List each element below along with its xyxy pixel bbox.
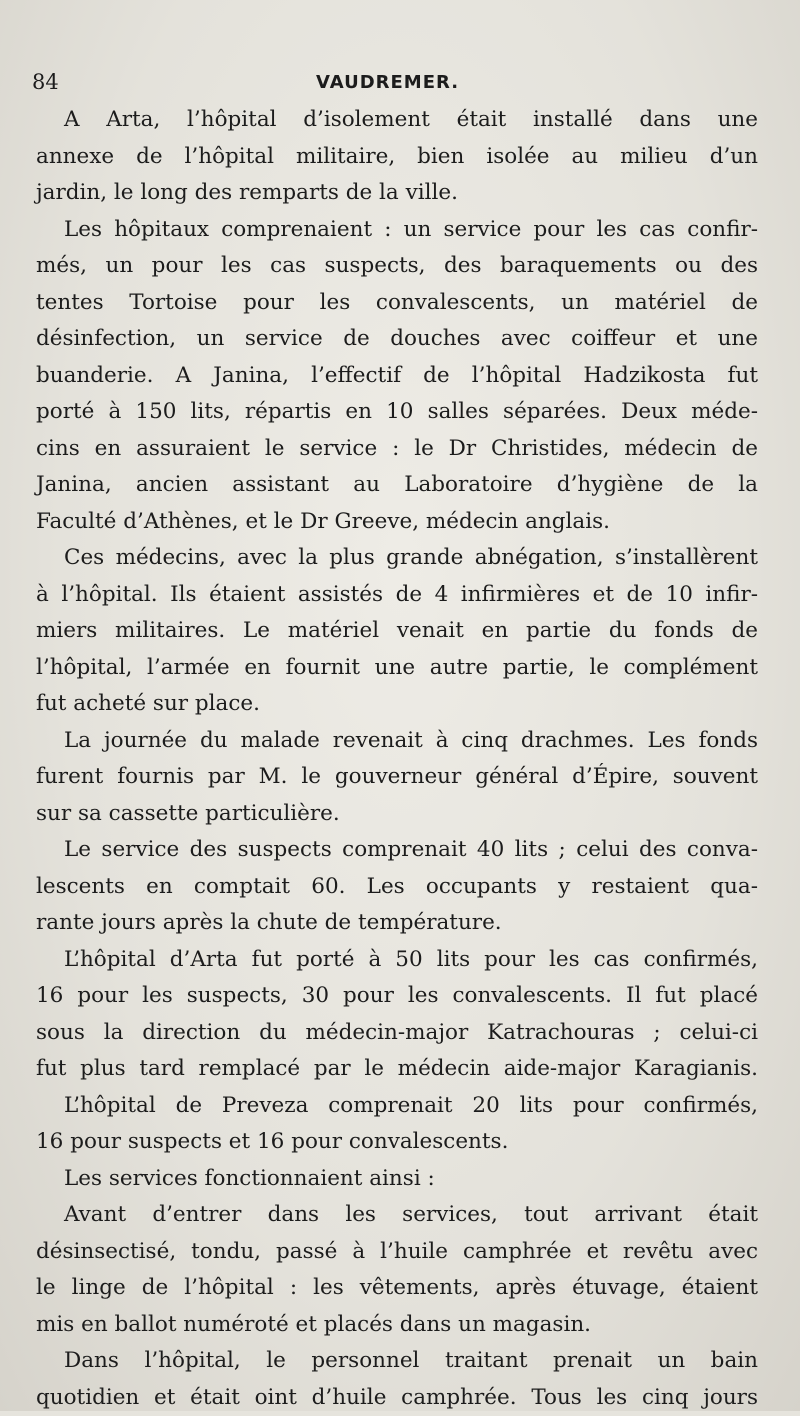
text-line: Janina, ancien assistant au Laboratoire d’hygiène de la (36, 467, 758, 504)
text-line: furent fournis par M. le gouverneur général d’Épire, souvent (36, 759, 758, 796)
text-line: mis en ballot numéroté et placés dans un magasin. (36, 1307, 758, 1344)
text-line: annexe de l’hôpital militaire, bien isolée au milieu d’un (36, 139, 758, 176)
text-line: désinfection, un service de douches avec coiffeur et une (36, 321, 758, 358)
text-line: L’hôpital de Preveza comprenait 20 lits pour confirmés, (36, 1088, 758, 1125)
text-line: més, un pour les cas suspects, des baraquements ou des (36, 248, 758, 285)
text-line: le linge de l’hôpital : les vêtements, après étuvage, étaient (36, 1270, 758, 1307)
text-line: 16 pour suspects et 16 pour convalescents. (36, 1124, 758, 1161)
body-text (36, 102, 758, 1416)
text-line: miers militaires. Le matériel venait en partie du fonds de (36, 613, 758, 650)
text-line: jardin, le long des remparts de la ville. (36, 175, 758, 212)
text-line: Le service des suspects comprenait 40 lits ; celui des conva- (36, 832, 758, 869)
text-line: fut acheté sur place. (36, 686, 758, 723)
text-line: à l’hôpital. Ils étaient assistés de 4 infirmières et de 10 infir- (36, 577, 758, 614)
text-line: sur sa cassette particulière. (36, 796, 758, 833)
text-line: La journée du malade revenait à cinq drachmes. Les fonds (36, 723, 758, 760)
text-line: rante jours après la chute de température. (36, 905, 758, 942)
text-line: buanderie. A Janina, l’effectif de l’hôpital Hadzikosta fut (36, 358, 758, 395)
text-line: L’hôpital d’Arta fut porté à 50 lits pour les cas confirmés, (36, 942, 758, 979)
page-number: 84 (32, 70, 59, 94)
text-line: porté à 150 lits, répartis en 10 salles séparées. Deux méde- (36, 394, 758, 431)
text-line: sous la direction du médecin-major Katrachouras ; celui-ci (36, 1015, 758, 1052)
text-line: lescents en comptait 60. Les occupants y restaient qua- (36, 869, 758, 906)
text-line: l’hôpital, l’armée en fournit une autre partie, le complément (36, 650, 758, 687)
text-line: Les services fonctionnaient ainsi : (36, 1161, 758, 1198)
text-line: fut plus tard remplacé par le médecin aide-major Karagianis. (36, 1051, 758, 1088)
text-line: Avant d’entrer dans les services, tout arrivant était (36, 1197, 758, 1234)
text-line: Dans l’hôpital, le personnel traitant prenait un bain (36, 1343, 758, 1380)
text-line: désinsectisé, tondu, passé à l’huile camphrée et revêtu avec (36, 1234, 758, 1271)
text-line: cins en assuraient le service : le Dr Christides, médecin de (36, 431, 758, 468)
text-line: Les hôpitaux comprenaient : un service pour les cas confir- (36, 212, 758, 249)
text-line: 16 pour les suspects, 30 pour les convalescents. Il fut placé (36, 978, 758, 1015)
page-header (32, 70, 768, 100)
text-line: A Arta, l’hôpital d’isolement était installé dans une (36, 102, 758, 139)
text-line: Faculté d’Athènes, et le Dr Greeve, médecin anglais. (36, 504, 758, 541)
text-line: quotidien et était oint d’huile camphrée. Tous les cinq jours (36, 1380, 758, 1416)
text-line: tentes Tortoise pour les convalescents, un matériel de (36, 285, 758, 322)
running-head: VAUDREMER. (316, 72, 459, 93)
text-line: Ces médecins, avec la plus grande abnégation, s’installèrent (36, 540, 758, 577)
